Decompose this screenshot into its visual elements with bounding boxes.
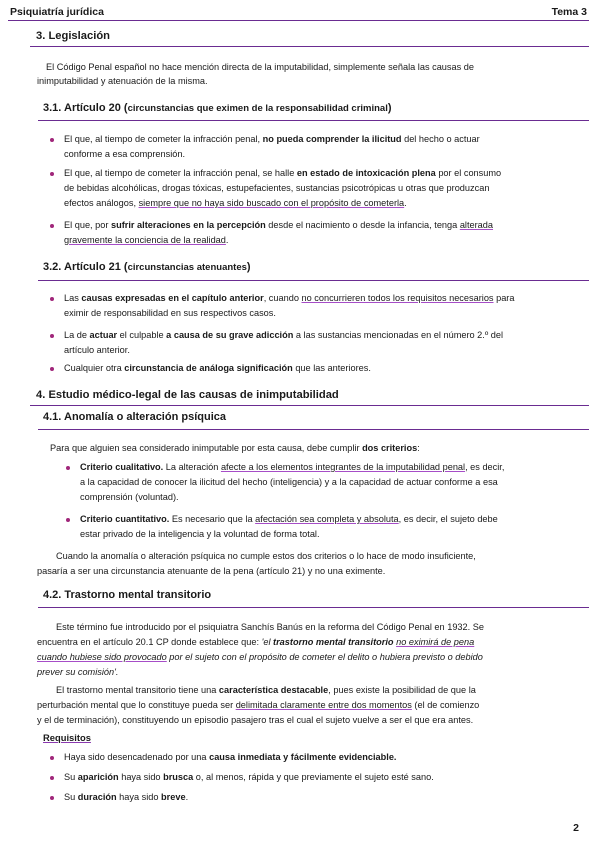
sec3-intro-line1: El Código Penal español no hace mención directa de la imputabilidad, simplemente señala las causas de	[46, 62, 474, 72]
section-4-1-divider	[38, 429, 589, 430]
section-3-1-heading: 3.1. Artículo 20 (circunstancias que eximen de la responsabilidad criminal)	[43, 102, 392, 114]
bullet-icon	[50, 297, 54, 301]
section-3-2-heading: 3.2. Artículo 21 (circunstancias atenuantes)	[43, 261, 251, 273]
requisito-3: Su duración haya sido breve.	[64, 792, 189, 802]
header-tema: Tema 3	[551, 6, 587, 18]
sec41-outro-line2: pasaría a ser una circunstancia atenuante de la pena (artículo 21) y no una eximente.	[37, 566, 386, 576]
bullet-icon	[50, 138, 54, 142]
art20-item-1-line1: El que, al tiempo de cometer la infracción penal, no pueda comprender la ilicitud del hecho o actuar	[64, 134, 480, 144]
bullet-icon	[50, 334, 54, 338]
criterio-cualitativo-line1: Criterio cualitativo. La alteración afecte a los elementos integrantes de la imputabilidad penal, es decir,	[80, 462, 505, 472]
sec41-outro-line1: Cuando la anomalía o alteración psíquica no cumple estos dos criterios o lo hace de modo insuficiente,	[56, 551, 476, 561]
art20-item-2-line1: El que, al tiempo de cometer la infracción penal, se halle en estado de intoxicación plena por el consumo	[64, 168, 502, 178]
sec42-p2-line3: y el de terminación), constituyendo un episodio pasajero tras el cual el sujeto vuelve a ser el que era antes.	[37, 715, 474, 725]
page-number: 2	[573, 822, 579, 834]
art20-item-3-line2: gravemente la conciencia de la realidad.	[64, 235, 229, 245]
art20-item-1-line2: conforme a esa comprensión.	[64, 149, 186, 159]
section-4-heading: 4. Estudio médico-legal de las causas de inimputabilidad	[36, 389, 339, 401]
section-3-heading: 3. Legislación	[36, 30, 110, 42]
bullet-icon	[50, 796, 54, 800]
sec42-p1-line3: cuando hubiese sido provocado por el sujeto con el propósito de cometer el delito o hubiera previsto o debido	[37, 652, 483, 662]
bullet-icon	[50, 172, 54, 176]
bullet-icon	[50, 224, 54, 228]
section-3-2-divider	[38, 280, 589, 281]
requisitos-label: Requisitos	[43, 732, 91, 743]
sec3-intro-line2: inimputabilidad y atenuación de la misma.	[37, 76, 208, 86]
bullet-icon	[66, 518, 70, 522]
sec42-p1-line2: encuentra en el artículo 20.1 CP donde establece que: 'el trastorno mental transitorio no eximirá de pena	[37, 637, 475, 647]
criterio-cuantitativo-line1: Criterio cuantitativo. Es necesario que la afectación sea completa y absoluta, es decir, el sujeto debe	[80, 514, 498, 524]
bullet-icon	[50, 367, 54, 371]
sec41-intro: Para que alguien sea considerado inimputable por esta causa, debe cumplir dos criterios:	[50, 443, 420, 453]
section-3-1-divider	[38, 120, 589, 121]
art21-item-3-line1: Cualquier otra circunstancia de análoga significación que las anteriores.	[64, 363, 371, 373]
sec42-p1-line4: prever su comisión'.	[37, 667, 119, 677]
header-title: Psiquiatría jurídica	[10, 6, 104, 18]
criterio-cualitativo-line2: a la capacidad de conocer la ilicitud del hecho (inteligencia) y a la capacidad de actuar conforme a esa	[80, 477, 498, 487]
art21-item-1-line1: Las causas expresadas en el capítulo anterior, cuando no concurrieren todos los requisitos necesarios para	[64, 293, 515, 303]
section-4-2-divider	[38, 607, 589, 608]
requisito-2: Su aparición haya sido brusca o, al menos, rápida y que previamente el sujeto esté sano.	[64, 772, 434, 782]
section-4-1-heading: 4.1. Anomalía o alteración psíquica	[43, 411, 226, 423]
art20-item-3-line1: El que, por sufrir alteraciones en la percepción desde el nacimiento o desde la infancia, tenga alterada	[64, 220, 494, 230]
section-4-2-heading: 4.2. Trastorno mental transitorio	[43, 589, 212, 601]
bullet-icon	[50, 756, 54, 760]
sec42-p2-line2: perturbación mental que lo constituye pueda ser delimitada claramente entre dos momentos (el de comienzo	[37, 700, 480, 710]
bullet-icon	[50, 776, 54, 780]
art20-item-2-line2: de bebidas alcohólicas, drogas tóxicas, estupefacientes, sustancias psicotrópicas u otras que produzcan	[64, 183, 490, 193]
art21-item-2-line1: La de actuar el culpable a causa de su grave adicción a las sustancias mencionadas en el número 2.º del	[64, 330, 504, 340]
sec42-p2-line1: El trastorno mental transitorio tiene una característica destacable, pues existe la posibilidad de que la	[56, 685, 476, 695]
art21-item-2-line2: artículo anterior.	[64, 345, 130, 355]
sec42-p1-line1: Este término fue introducido por el psiquiatra Sanchís Banús en la reforma del Código Penal en 1932. Se	[56, 622, 484, 632]
requisito-1: Haya sido desencadenado por una causa inmediata y fácilmente evidenciable.	[64, 752, 397, 762]
bullet-icon	[66, 466, 70, 470]
art21-item-1-line2: eximir de responsabilidad en sus respectivos casos.	[64, 308, 276, 318]
section-3-divider	[30, 46, 589, 47]
section-4-divider	[30, 405, 589, 406]
header-divider	[8, 20, 589, 21]
criterio-cualitativo-line3: comprensión (voluntad).	[80, 492, 179, 502]
criterio-cuantitativo-line2: estar privado de la inteligencia y la voluntad de forma total.	[80, 529, 320, 539]
art20-item-2-line3: efectos análogos, siempre que no haya sido buscado con el propósito de cometerla.	[64, 198, 407, 208]
